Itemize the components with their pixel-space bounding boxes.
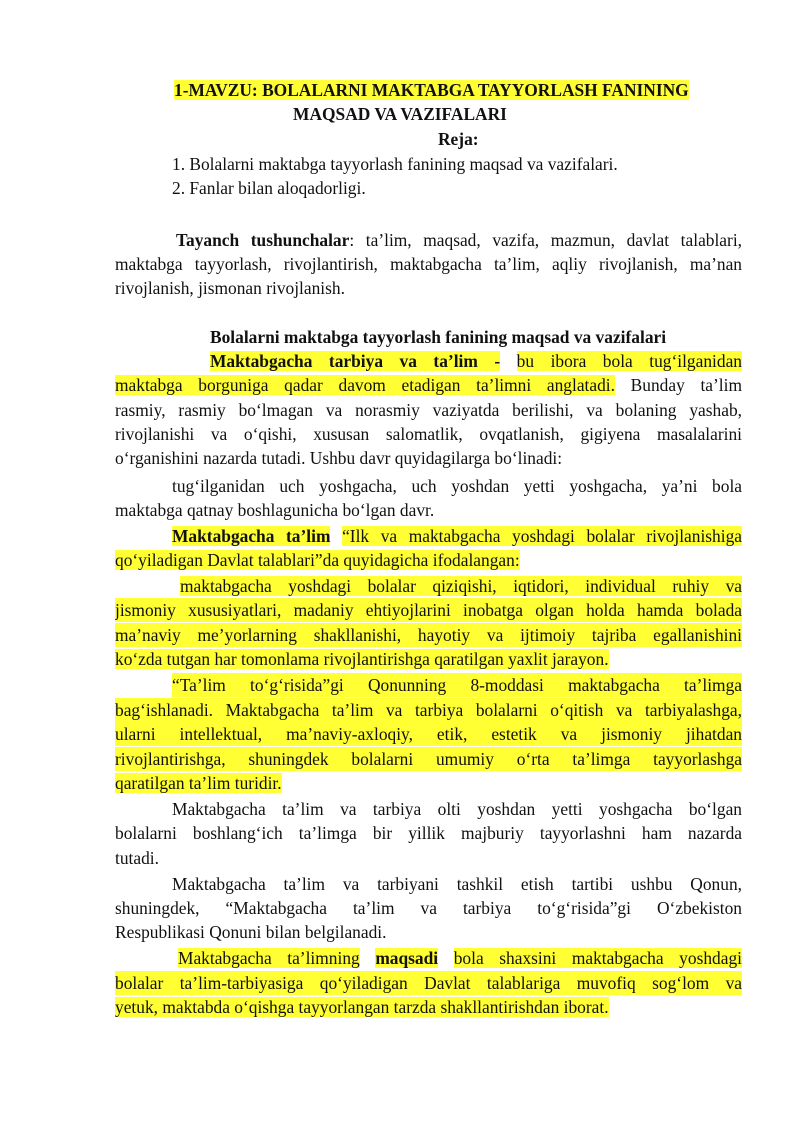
p3-text-1: “Ilk va maktabgacha yoshdagi bolalar rivojlanishiga	[342, 526, 742, 546]
key-concepts-line-3: rivojlanish, jismonan rivojlanish.	[115, 278, 345, 298]
p1-line-3: rasmiy, rasmiy bo‘lmagan va norasmiy vaziyatda berilishi, va bolaning yashab,	[115, 400, 742, 420]
p4-line-1	[180, 574, 742, 598]
p6-line-2: bolalarni boshlang‘ich ta’limga bir yillik majburiy tayyorlashni ham nazarda	[115, 823, 742, 843]
key-concepts-line-2: maktabga tayyorlash, rivojlantirish, maktabgacha ta’lim, aqliy rivojlanish, ma’nan	[115, 254, 742, 274]
title-text-1: 1-MAVZU: BOLALARNI MAKTABGA TAYYORLASH FANINING	[174, 80, 689, 100]
p4-line-4	[115, 647, 609, 671]
p8-pre: Maktabgacha ta’limning	[178, 948, 360, 968]
p8-bold-term: maqsadi	[375, 948, 439, 968]
p3-text-2: qo‘yiladigan Davlat talablari”da quyidagicha ifodalangan:	[115, 550, 520, 570]
p1-line-4: rivojlanishi va o‘qishi, xususan salomatlik, ovqatlanish, gigiyena masalalarini	[115, 424, 742, 444]
p8-line-3	[115, 995, 609, 1019]
p7-line-1: Maktabgacha ta’lim va tarbiyani tashkil etish tartibi ushbu Qonun,	[172, 874, 742, 894]
p1-bold-term: Maktabgacha tarbiya va ta’lim -	[210, 351, 501, 371]
key-concepts-line-1	[176, 228, 742, 252]
p7-line-2: shuningdek, “Maktabgacha ta’lim va tarbiya to‘g‘risida”gi O‘zbekiston	[115, 898, 742, 918]
p6-line-3: tutadi.	[115, 848, 159, 868]
p4-text-1: maktabgacha yoshdagi bolalar qiziqishi, iqtidori, individual ruhiy va	[180, 576, 742, 596]
p8-line-1	[178, 946, 742, 970]
p5-line-1: “Ta’lim to‘g‘risida”gi Qonunning 8-moddasi maktabgacha ta’limga	[172, 675, 742, 695]
p1-text-1: bu ibora bola tug‘ilganidan	[516, 351, 742, 371]
p8-text-1: bola shaxsini maktabgacha yoshdagi	[453, 948, 742, 968]
p5-line-2: bag‘ishlanadi. Maktabgacha ta’lim va tarbiya bolalarni o‘qitish va tarbiyalashga,	[115, 700, 742, 720]
p1-line-5: o‘rganishini nazarda tutadi. Ushbu davr quyidagilarga bo‘linadi:	[115, 448, 563, 468]
p6-line-1: Maktabgacha ta’lim va tarbiya olti yoshdan yetti yoshgacha bo‘lgan	[172, 799, 742, 819]
p5-line-5	[115, 771, 282, 795]
key-concepts-label: Tayanch tushunchalar	[176, 230, 350, 250]
p4-line-2: jismoniy xususiyatlari, madaniy ehtiyojlarini inobatga olgan holda hamda bolada	[115, 600, 742, 620]
p2-line-1: tug‘ilganidan uch yoshgacha, uch yoshdan yetti yoshgacha, ya’ni bola	[172, 476, 742, 496]
section-heading: Bolalarni maktabga tayyorlash fanining maqsad va vazifalari	[210, 327, 667, 347]
p3-bold-term: Maktabgacha ta’lim	[172, 526, 331, 546]
p8-text-3: yetuk, maktabda o‘qishga tayyorlangan tarzda shakllantirishdan iborat.	[115, 997, 609, 1017]
title-line-1	[174, 78, 689, 102]
p5-line-3: ularni intellektual, ma’naviy-axloqiy, etik, estetik va jismoniy jihatdan	[115, 724, 742, 744]
p3-line-2	[115, 548, 520, 572]
p8-line-2: bolalar ta’lim-tarbiyasiga qo‘yiladigan Davlat talablariga muvofiq sog‘lom va	[115, 973, 742, 993]
plan-item-2: 2. Fanlar bilan aloqadorligi.	[172, 178, 366, 198]
p1-text-2: Bunday ta’lim	[630, 375, 742, 395]
p3-line-1	[172, 524, 742, 548]
p7-line-3: Respublikasi Qonuni bilan belgilanadi.	[115, 922, 387, 942]
p5-text-5: qaratilgan ta’lim turidir.	[115, 773, 282, 793]
p1-line-1	[210, 349, 742, 373]
p1-highlight-2: maktabga borguniga qadar davom etadigan ta’limni anglatadi.	[115, 375, 615, 395]
plan-heading: Reja:	[438, 129, 479, 149]
plan-item-1: 1. Bolalarni maktabga tayyorlash fanining maqsad va vazifalari.	[172, 154, 618, 174]
title-line-2: MAQSAD VA VAZIFALARI	[293, 104, 507, 124]
p4-text-4: ko‘zda tutgan har tomonlama rivojlantirishga qaratilgan yaxlit jarayon.	[115, 649, 609, 669]
p1-line-2	[115, 373, 742, 397]
p4-line-3: ma’naviy me’yorlarning shakllanishi, hayotiy va ijtimoiy tajriba egallanishini	[115, 625, 742, 645]
key-concepts-text-1: : ta’lim, maqsad, vazifa, mazmun, davlat talablari,	[349, 230, 742, 250]
p2-line-2: maktabga qatnay boshlagunicha bo‘lgan davr.	[115, 500, 435, 520]
p5-line-4: rivojlantirishga, shuningdek bolalarni umumiy o‘rta ta’limga tayyorlashga	[115, 749, 742, 769]
